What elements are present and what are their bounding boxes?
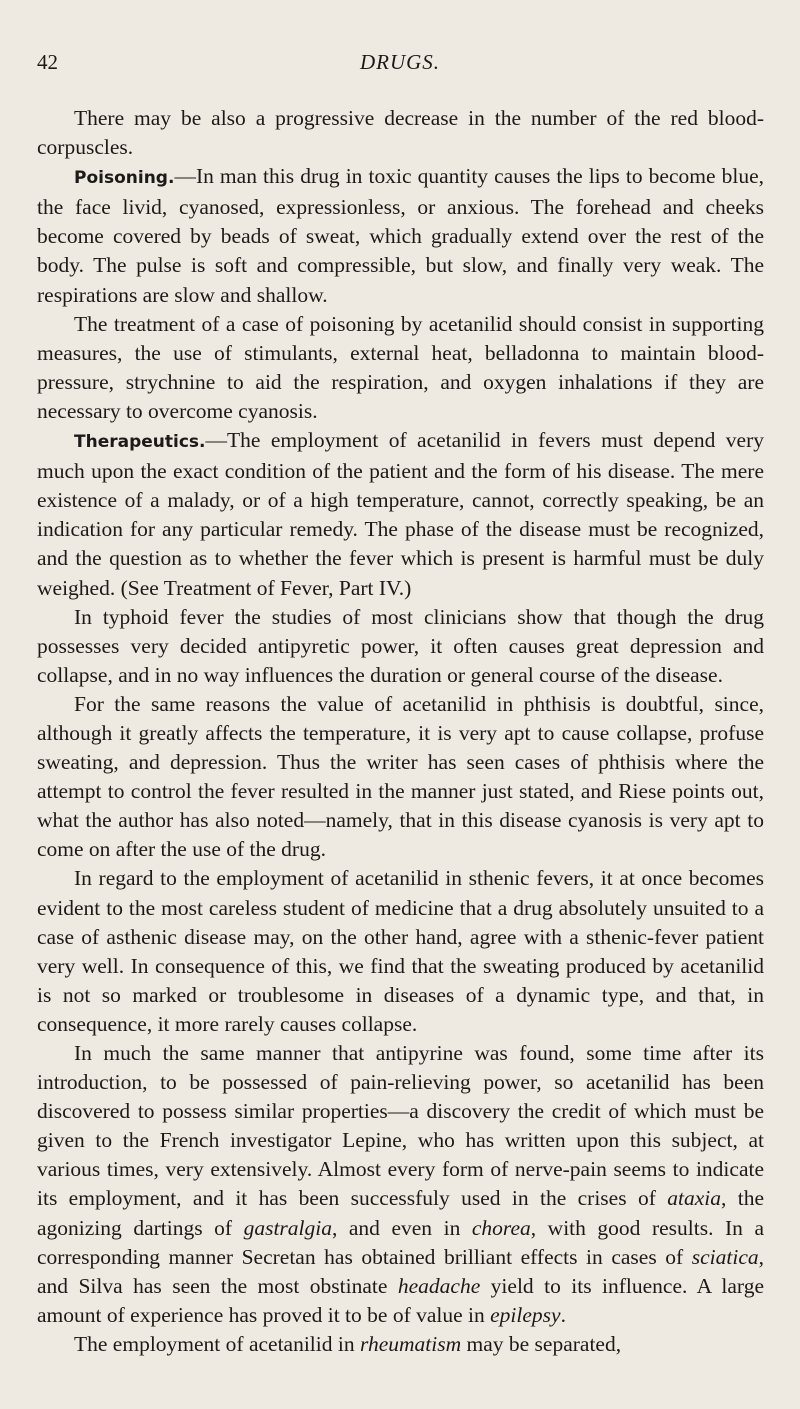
paragraph-treatment-of-poisoning: The treatment of a case of poisoning by acetanilid should consist in supporting measures, the use of stimulants, external heat, belladonna to maintain blood-pressure, strychnine to aid the respiration, and oxygen inhalations if they are necessary to overcome cyanosis.: [37, 311, 764, 423]
section-heading-therapeutics: Therapeutics.: [74, 432, 206, 453]
paragraph-rheumatism: The employment of acetanilid in rheumatism may be separated,: [74, 1331, 622, 1356]
paragraph-poisoning: Poisoning.—In man this drug in toxic quantity causes the lips to become blue, the face livid, cyanosed, expressionless, or anxious. The forehead and cheeks become covered by beads of sweat, which gradually extend over the rest of the body. The pulse is soft and compressible, but slow, and finally very weak. The respirations are slow and shallow.: [37, 164, 764, 307]
page-text: [37, 104, 764, 1359]
page-header: [37, 50, 763, 80]
page-number: 42: [37, 50, 58, 74]
term-epilepsy: epilepsy: [490, 1302, 561, 1327]
term-gastralgia: gastralgia: [243, 1215, 332, 1240]
paragraph-phthisis: For the same reasons the value of acetanilid in phthisis is doubtful, since, although it greatly affects the temperature, it is very apt to cause collapse, profuse sweating, and depression. Thus the writer has seen cases of phthisis where the attempt to control the fever resulted in the manner just stated, and Riese points out, what the author has also noted—namely, that in this disease cyanosis is very apt to come on after the use of the drug.: [37, 691, 764, 862]
section-heading-poisoning: Poisoning.: [74, 168, 175, 189]
paragraph-typhoid-fever: In typhoid fever the studies of most clinicians show that though the drug possesses very decided antipyretic power, it often causes great depression and collapse, and in no way influences the duration or general course of the disease.: [37, 604, 764, 687]
term-sciatica: sciatica: [691, 1244, 759, 1269]
paragraph-sthenic-fevers: In regard to the employment of acetanilid in sthenic fevers, it at once becomes evident to the most careless student of medicine that a drug absolutely unsuited to a case of asthenic disease may, on the other hand, agree with a sthenic-fever patient very well. In consequence of this, we find that the sweating produced by acetanilid is not so marked or troublesome in diseases of a dynamic type, and that, in consequence, it more rarely causes collapse.: [37, 866, 764, 1036]
paragraph-therapeutics: Therapeutics.—The employment of acetanilid in fevers must depend very much upon the exact condition of the patient and the form of his disease. The mere existence of a malady, or of a high temperature, cannot, correctly speaking, be an indication for any particular remedy. The phase of the disease must be recognized, and the question as to whether the fever which is present is harmful must be duly weighed. (See Treatment of Fever, Part IV.): [37, 428, 764, 600]
running-title: DRUGS.: [359, 50, 441, 74]
term-chorea: chorea: [471, 1215, 531, 1240]
paragraph-red-corpuscles: There may be also a progressive decrease in the number of the red blood-corpuscles.: [37, 106, 764, 160]
term-rheumatism: rheumatism: [359, 1331, 462, 1356]
paragraph-nerve-pain: In much the same manner that antipyrine was found, some time after its introduction, to be possessed of pain-relieving power, so acetanilid has been discovered to possess similar properties—a discovery the credit of which must be given to the French investigator Lepine, who has written upon this subject, at various times, very extensively. Almost every form of nerve-pain seems to indicate its employment, and it has been successfuly used in the crises of ataxia, the agonizing dartings of gastralgia, and even in chorea, with good results. In a corresponding manner Secretan has obtained brilliant effects in cases of sciatica, and Silva has seen the most obstinate headache yield to its influence. A large amount of experience has proved it to be of value in epilepsy.: [37, 1041, 765, 1327]
term-headache: headache: [397, 1273, 481, 1298]
term-ataxia: ataxia: [667, 1186, 721, 1211]
